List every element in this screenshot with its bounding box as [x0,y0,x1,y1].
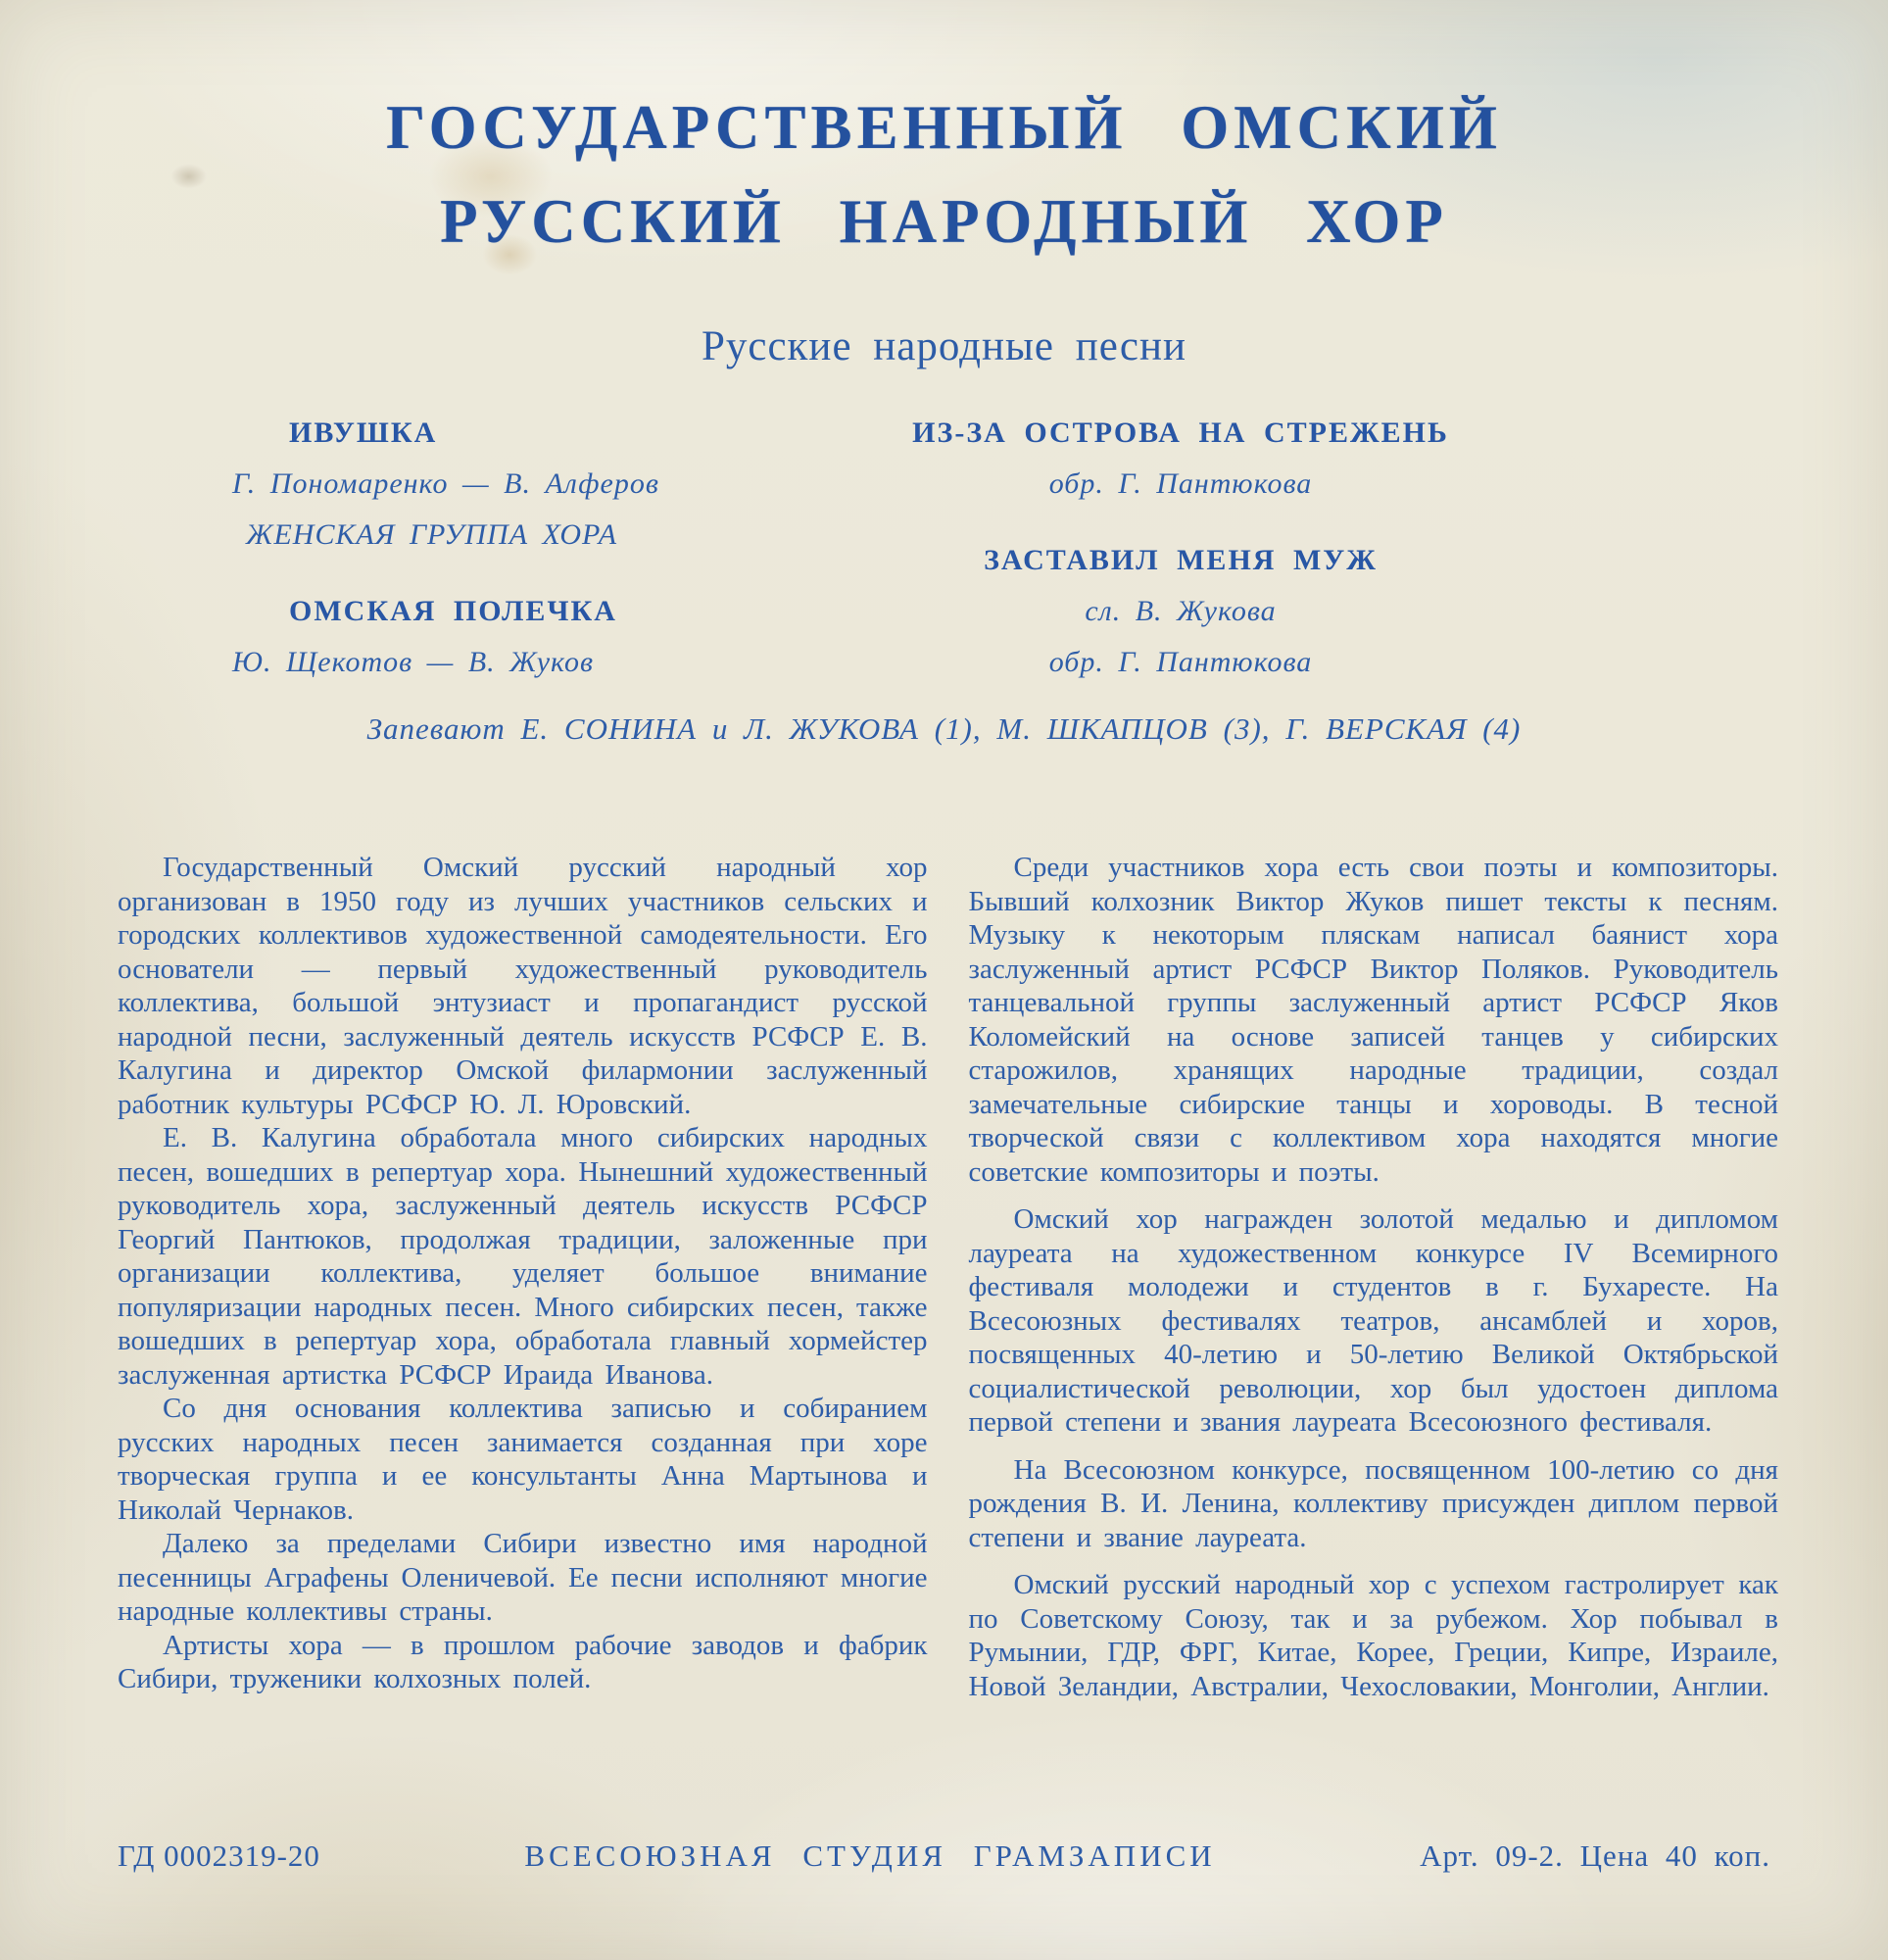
catalog-number: ГД 0002319-20 [118,1838,320,1873]
track-credit: обр. Г. Пантюкова [1048,646,1313,678]
paragraph: Омский русский народный хор с успехом гастролирует как по Советскому Союзу, так и за рубежом. Хор побывал в Румынии, ГДР, ФРГ, Китае, Корее, Греции, Кипре, Израиле, Новой Зеландии, Австралии, Чехословакии, Монголии, Англии. [968,1569,1778,1702]
studio-name: ВСЕСОЮЗНАЯ СТУДИЯ ГРАМЗАПИСИ [524,1838,1216,1873]
track-title: ЗАСТАВИЛ МЕНЯ МУЖ [984,544,1378,576]
album-title-line-2: РУССКИЙ НАРОДНЫЙ ХОР [440,187,1448,256]
paragraph: Со дня основания коллектива записью и собиранием русских народных песен занимается созданная при хоре творческая группа и ее консультанты Анна Мартынова и Николай Чернаков. [118,1393,928,1526]
tracklist-left-column [228,408,797,688]
paragraph: Омский хор награжден золотой медалью и дипломом лауреата на художественном конкурсе IV Всемирного фестиваля молодежи и студентов в г. Бухаресте. На Всесоюзных фестивалях театров, ансамблей и хоров, посвященных 40-летию и 50-летию Великой Октябрьской социалистической революции, хор был удостоен диплома первой степени и звания лауреата Всесоюзного фестиваля. [968,1203,1778,1438]
track-credit: обр. Г. Пантюкова [1048,467,1313,500]
paragraph: Государственный Омский русский народный хор организован в 1950 году из лучших участников сельских и городских коллективов художественной самодеятельности. Его основатели — первый художественный руководитель коллектива, большой энтузиаст и пропагандист русской народной песни, заслуженный деятель искусств РСФСР Е. В. Калугина и директор Омской филармонии заслуженный работник культуры РСФСР Ю. Л. Юровский. [118,852,928,1120]
album-title [0,0,1888,269]
track-title: ИВУШКА [289,416,438,449]
album-subtitle: Русские народные песни [701,323,1187,369]
footer [118,1838,1770,1874]
paragraph: На Всесоюзном конкурсе, посвященном 100-летию со дня рождения В. И. Ленина, коллективу присужден диплом первой степени и звание лауреата. [968,1453,1778,1553]
album-title-line-1: ГОСУДАРСТВЕННЫЙ ОМСКИЙ [386,93,1502,162]
paragraph: Среди участников хора есть свои поэты и композиторы. Бывший колхозник Виктор Жуков пишет тексты к песням. Музыку к некоторым пляскам написал баянист хора заслуженный артист РСФСР Виктор Поляков. Руководитель танцевальной группы заслуженный артист РСФСР Яков Коломейский на основе записей танцев у сибирских старожилов, хранящих народные традиции, создал замечательные сибирские танцы и хороводы. В тесной творческой связи с коллективом хора находятся многие советские композиторы и поэты. [968,852,1778,1188]
track-credit: Ю. Щекотов — В. Жуков [232,646,594,678]
track-title: ОМСКАЯ ПОЛЕЧКА [289,595,617,627]
liner-notes-left-column [118,851,928,1703]
track-performer: ЖЕНСКАЯ ГРУППА ХОРА [246,518,618,551]
soloists-line: Запевают Е. СОНИНА и Л. ЖУКОВА (1), М. ШКАПЦОВ (3), Г. ВЕРСКАЯ (4) [366,711,1522,746]
track-credit: Г. Пономаренко — В. Алферов [232,467,659,500]
liner-notes-right-column [969,851,1779,1703]
paragraph: Артисты хора — в прошлом рабочие заводов и фабрик Сибири, труженики колхозных полей. [118,1629,928,1694]
tracklist [0,408,1888,694]
liner-notes [0,851,1888,1703]
article-and-price: Арт. 09-2. Цена 40 коп. [1420,1838,1770,1873]
track-credit: сл. В. Жукова [1085,595,1277,627]
paragraph: Далеко за пределами Сибири известно имя народной песенницы Аграфены Оленичевой. Ее песни исполняют многие народные коллективы страны. [118,1528,928,1627]
track-title: ИЗ-ЗА ОСТРОВА НА СТРЕЖЕНЬ [912,416,1449,449]
paragraph: Е. В. Калугина обработала много сибирских народных песен, вошедших в репертуар хора. Нынешний художественный руководитель хора, заслуженный деятель искусств РСФСР Георгий Пантюков, продолжая традиции, заложенные при организации коллектива, уделяет большое внимание популяризации народных песен. Много сибирских песен, также вошедших в репертуар хора, обработала главный хормейстер заслуженная артистка РСФСР Ираида Иванова. [118,1122,928,1391]
tracklist-right-column [828,408,1533,688]
